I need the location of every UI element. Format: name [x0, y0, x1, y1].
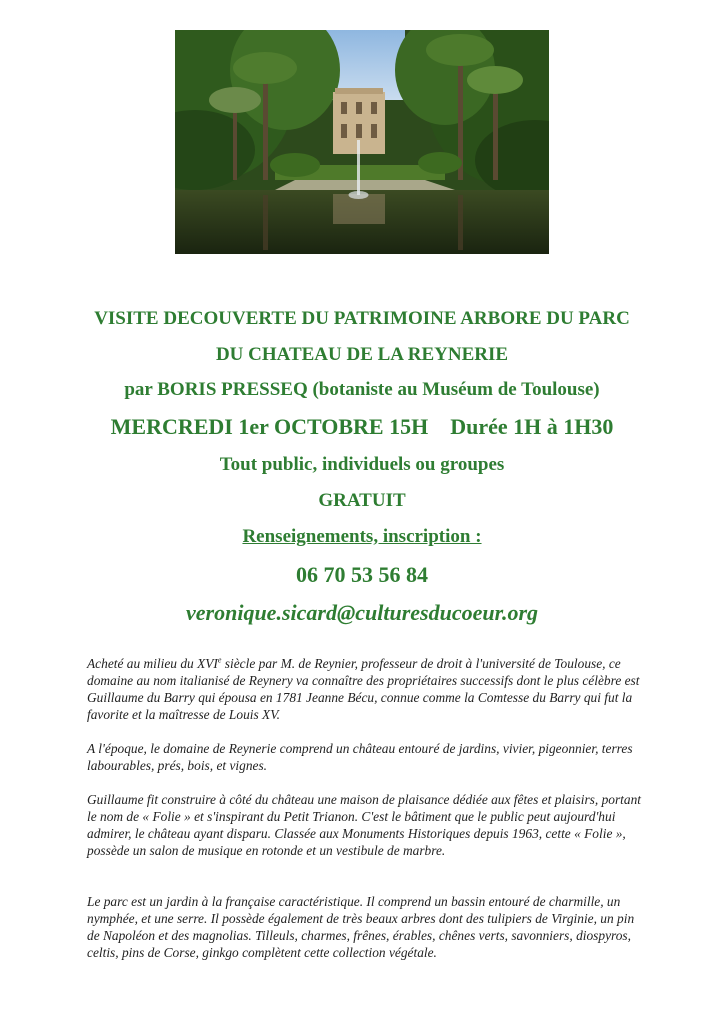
contact-email[interactable]: veronique.sicard@culturesducoeur.org [186, 600, 538, 625]
history-text-a: Acheté au milieu du XVI [87, 656, 218, 671]
event-title-line-1: VISITE DECOUVERTE DU PATRIMOINE ARBORE DU PARC [94, 308, 630, 329]
history-paragraph [87, 656, 647, 724]
chateau-photo [175, 30, 549, 254]
event-date: MERCREDI 1er OCTOBRE 15H [110, 414, 429, 439]
estate-text: A l'époque, le domaine de Reynerie comprend un château entouré de jardins, vivier, pigeonnier, terres labourables, prés, bois, et vignes. [87, 741, 633, 773]
event-duration: Durée 1H à 1H30 [450, 414, 614, 439]
park-text: Le parc est un jardin à la française caractéristique. Il comprend un bassin entouré de charmille, un nymphée, et une serre. Il possède également de très beaux arbres dont des tulipiers de Virginie, un pin de Napoléon et des magnolias. Tilleuls, charmes, frênes, érables, chênes verts, savonniers, diospyros, celtis, pins de Corse, ginkgo complètent cette collection végétale. [87, 894, 635, 960]
contact-phone[interactable]: 06 70 53 56 84 [296, 562, 428, 587]
event-date-line [0, 414, 724, 440]
event-audience: Tout public, individuels ou groupes [219, 454, 505, 475]
folie-text: Guillaume fit construire à côté du château une maison de plaisance dédiée aux fêtes et plaisirs, portant le nom de « Folie » et s'inspirant du Petit Trianon. C'est le bâtiment que le public peut aujourd'hui admirer, le château ayant disparu. Classée aux Monuments Historiques depuis 1963, cette « Folie », possède un salon de musique en rotonde et un vestibule de marbre. [87, 792, 642, 858]
history-text-b: siècle par M. de Reynier, professeur de droit à l'université de Toulouse, ce domaine au nom italianisé de Reynery va connaître des propriétaires successifs dont le plus célèbre est Guillaume du Barry qui épousa en 1781 Jeanne Bécu, connue comme la Comtesse du Barry qui fut la favorite et la maîtresse de Louis XV. [87, 656, 640, 722]
event-guide: par BORIS PRESSEQ (botaniste au Muséum de Toulouse) [124, 379, 600, 400]
century-superscript: e [217, 655, 222, 665]
folie-paragraph [87, 792, 647, 860]
info-label: Renseignements, inscription : [242, 526, 482, 547]
estate-paragraph [87, 741, 647, 775]
event-price: GRATUIT [318, 490, 406, 511]
park-paragraph [87, 894, 647, 962]
event-title-line-2: DU CHATEAU DE LA REYNERIE [215, 344, 509, 365]
